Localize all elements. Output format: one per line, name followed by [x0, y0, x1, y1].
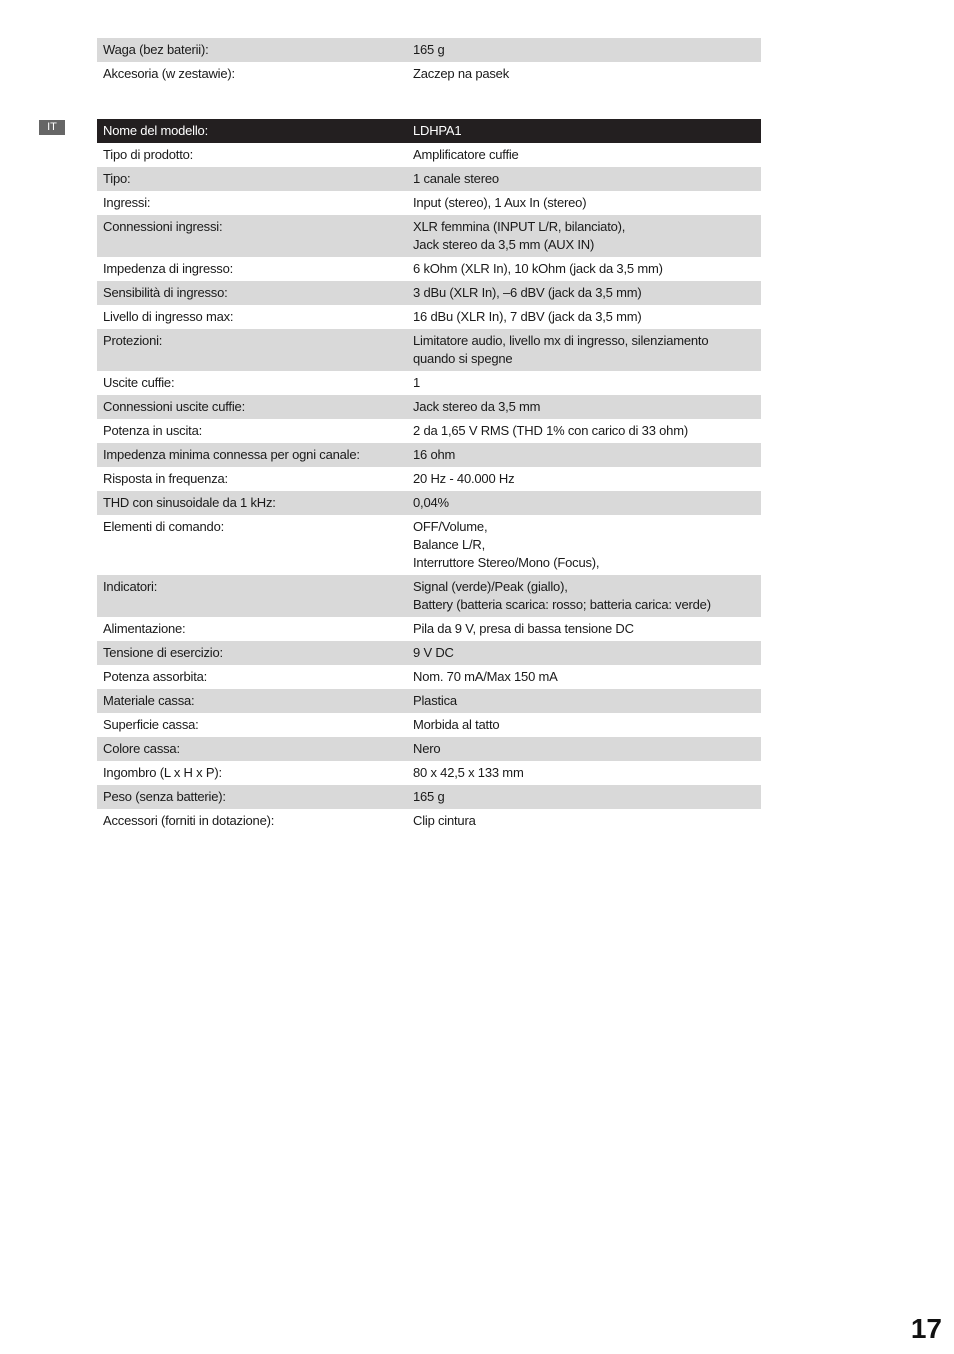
spec-label: Superficie cassa: — [103, 717, 199, 732]
spec-label: Elementi di comando: — [103, 519, 225, 534]
spec-label: Uscite cuffie: — [103, 375, 175, 390]
spec-value — [407, 809, 761, 833]
spec-value — [407, 575, 761, 617]
spec-value-line: 1 — [413, 375, 421, 390]
spec-value-line: 3 dBu (XLR In), –6 dBV (jack da 3,5 mm) — [413, 285, 642, 300]
spec-value — [407, 617, 761, 641]
spec-value — [407, 329, 761, 371]
spec-row — [97, 305, 761, 329]
spec-label: Impedenza di ingresso: — [103, 261, 234, 276]
spec-value — [407, 419, 761, 443]
spec-label: Alimentazione: — [103, 621, 186, 636]
spec-value — [407, 371, 761, 395]
spec-label: Ingombro (L x H x P): — [103, 765, 222, 780]
spec-row — [97, 419, 761, 443]
spec-label: Accessori (forniti in dotazione): — [103, 813, 275, 828]
spec-value-line: 2 da 1,65 V RMS (THD 1% con carico di 33 ohm) — [413, 423, 688, 438]
spec-row — [97, 575, 761, 617]
spec-label: Livello di ingresso max: — [103, 309, 234, 324]
spec-row — [97, 713, 761, 737]
spec-value-line: Interruttore Stereo/Mono (Focus), — [413, 555, 600, 570]
spec-value — [407, 491, 761, 515]
spec-row — [97, 62, 761, 86]
spec-value-line: quando si spegne — [413, 351, 513, 366]
spec-label: Ingressi: — [103, 195, 151, 210]
spec-value — [407, 281, 761, 305]
spec-label: Peso (senza batterie): — [97, 785, 407, 809]
spec-label: Potenza in uscita: — [103, 423, 203, 438]
spec-row — [97, 143, 761, 167]
spec-value-line: Amplificatore cuffie — [413, 147, 519, 162]
spec-row — [97, 395, 761, 419]
spec-label: Nome del modello: — [97, 119, 407, 143]
spec-value-line: Clip cintura — [413, 813, 476, 828]
spec-value-line: 16 ohm — [413, 447, 456, 462]
spec-row — [97, 257, 761, 281]
spec-value-line: 9 V DC — [413, 645, 454, 660]
spec-row — [97, 641, 761, 665]
spec-value — [407, 167, 761, 191]
spec-value — [407, 62, 761, 86]
spec-value-line: Zaczep na pasek — [413, 66, 510, 81]
spec-row — [97, 809, 761, 833]
spec-row — [97, 371, 761, 395]
spec-value — [407, 761, 761, 785]
spec-value-line: Nom. 70 mA/Max 150 mA — [413, 669, 558, 684]
spec-value — [407, 38, 761, 62]
spec-value-line: 165 g — [413, 789, 445, 804]
spec-label: Materiale cassa: — [97, 689, 407, 713]
spec-value-line: Input (stereo), 1 Aux In (stereo) — [413, 195, 587, 210]
spec-value — [407, 305, 761, 329]
spec-label: Potenza assorbita: — [103, 669, 208, 684]
spec-row — [97, 761, 761, 785]
spec-label: Indicatori: — [97, 575, 407, 617]
polish-spec-body — [97, 38, 761, 86]
spec-value — [407, 257, 761, 281]
spec-row — [97, 689, 761, 713]
italian-spec-table — [97, 119, 761, 833]
spec-row — [97, 443, 761, 467]
spec-label: Tensione di esercizio: — [97, 641, 407, 665]
spec-label: Connessioni uscite cuffie: — [97, 395, 407, 419]
spec-row — [97, 467, 761, 491]
spec-row — [97, 329, 761, 371]
spec-value-line: Plastica — [413, 693, 457, 708]
spec-value — [407, 515, 761, 575]
spec-row — [97, 38, 761, 62]
spec-row — [97, 665, 761, 689]
spec-label: Colore cassa: — [97, 737, 407, 761]
spec-row — [97, 167, 761, 191]
spec-value — [407, 191, 761, 215]
spec-label: Sensibilità di ingresso: — [97, 281, 407, 305]
spec-row — [97, 617, 761, 641]
spec-value-line: 6 kOhm (XLR In), 10 kOhm (jack da 3,5 mm) — [413, 261, 663, 276]
spec-value-line: 20 Hz - 40.000 Hz — [413, 471, 515, 486]
spec-value — [407, 395, 761, 419]
spec-value — [407, 467, 761, 491]
model-header-row — [97, 119, 761, 143]
spec-value-line: Jack stereo da 3,5 mm (AUX IN) — [413, 237, 595, 252]
polish-spec-table — [97, 38, 761, 86]
spec-label: Risposta in frequenza: — [103, 471, 228, 486]
spec-value — [407, 215, 761, 257]
spec-value: LDHPA1 — [407, 119, 761, 143]
spec-label: Akcesoria (w zestawie): — [103, 66, 235, 81]
spec-value-line: Signal (verde)/Peak (giallo), — [413, 579, 568, 594]
italian-spec-body — [97, 119, 761, 833]
spec-value — [407, 143, 761, 167]
spec-row — [97, 491, 761, 515]
spec-value — [407, 785, 761, 809]
spec-value — [407, 641, 761, 665]
spec-value — [407, 737, 761, 761]
spec-value-line: 165 g — [413, 42, 445, 57]
spec-value-line: 80 x 42,5 x 133 mm — [413, 765, 524, 780]
spec-value — [407, 689, 761, 713]
language-tag: IT — [39, 120, 65, 135]
spec-row — [97, 515, 761, 575]
spec-value-line: Jack stereo da 3,5 mm — [413, 399, 541, 414]
spec-value-line: XLR femmina (INPUT L/R, bilanciato), — [413, 219, 626, 234]
spec-value — [407, 665, 761, 689]
spec-value — [407, 443, 761, 467]
page-number: 17 — [910, 1313, 942, 1344]
spec-label: Connessioni ingressi: — [97, 215, 407, 257]
spec-value-line: 16 dBu (XLR In), 7 dBV (jack da 3,5 mm) — [413, 309, 642, 324]
spec-value-line: OFF/Volume, — [413, 519, 488, 534]
spec-value — [407, 713, 761, 737]
spec-label: THD con sinusoidale da 1 kHz: — [97, 491, 407, 515]
spec-label: Protezioni: — [97, 329, 407, 371]
spec-value-line: Balance L/R, — [413, 537, 486, 552]
spec-value-line: 1 canale stereo — [413, 171, 499, 186]
spec-label: Waga (bez baterii): — [97, 38, 407, 62]
spec-label: Tipo: — [97, 167, 407, 191]
spec-value-line: Nero — [413, 741, 441, 756]
spec-value-line: Pila da 9 V, presa di bassa tensione DC — [413, 621, 634, 636]
spec-value-line: Battery (batteria scarica: rosso; batteria carica: verde) — [413, 597, 711, 612]
spec-label: Impedenza minima connessa per ogni canale: — [97, 443, 407, 467]
spec-row — [97, 785, 761, 809]
spec-row — [97, 281, 761, 305]
spec-label: Tipo di prodotto: — [103, 147, 194, 162]
spec-row — [97, 215, 761, 257]
spec-value-line: 0,04% — [413, 495, 449, 510]
spec-value-line: Limitatore audio, livello mx di ingresso, silenziamento — [413, 333, 709, 348]
spec-row — [97, 191, 761, 215]
spec-value-line: Morbida al tatto — [413, 717, 500, 732]
spec-row — [97, 737, 761, 761]
